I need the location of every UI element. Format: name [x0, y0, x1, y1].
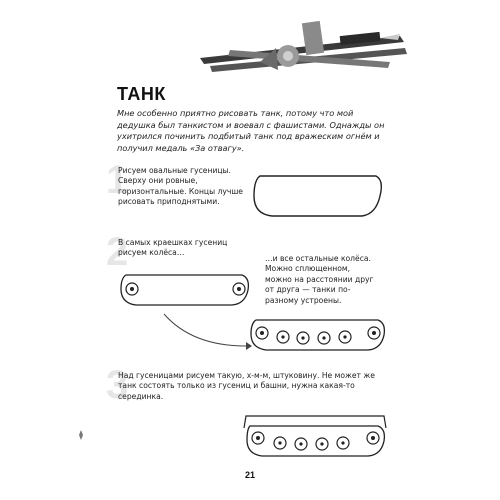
wheel	[371, 436, 375, 440]
track-outline	[247, 426, 384, 456]
pencils-icon	[200, 21, 407, 72]
step-3-text: Над гусеницами рисуем такую, х-м-м, штуковину. Не может же танк состоять только из гусениц и башни, нужна какая-то серединка.	[118, 371, 375, 401]
step-2-number: 2	[106, 230, 129, 274]
wheel	[278, 441, 281, 444]
pencils-illustration	[200, 18, 410, 80]
track-outline	[251, 320, 384, 350]
track-outline	[121, 275, 248, 305]
step-3-number: 3	[106, 363, 129, 407]
arrow-icon	[162, 312, 252, 354]
page-title: ТАНК	[117, 84, 166, 104]
wheel	[320, 442, 323, 445]
track-outline	[254, 176, 381, 216]
wheel	[301, 336, 304, 339]
margin-mark-icon	[78, 430, 84, 440]
step-2a-drawing	[118, 272, 253, 308]
step-2b-drawing	[248, 316, 388, 354]
intro-text: Мне особенно приятно рисовать танк, потому что мой дедушка был танкистом и воевал с фашистами. Однажды он ухитрился починить подбитый танк под вражеским огнём и получил медаль «За отвагу».	[117, 108, 385, 153]
step-2-text: В самых краешках гусениц рисуем колёса…	[118, 238, 228, 258]
wheel	[260, 331, 264, 335]
wheel	[237, 287, 241, 291]
wheel	[341, 441, 344, 444]
wheel	[299, 442, 302, 445]
wheel	[322, 336, 325, 339]
step-1-number: 1	[106, 158, 129, 202]
step-1-drawing	[250, 172, 385, 220]
step-3-drawing	[240, 412, 390, 460]
wheel	[372, 331, 376, 335]
wheel	[281, 335, 284, 338]
wheel	[130, 287, 134, 291]
step-1-text: Рисуем овальные гусеницы. Сверху они ровные, горизонтальные. Концы лучше рисовать приподнятыми.	[118, 166, 243, 207]
wheel	[256, 436, 260, 440]
wheel	[343, 335, 346, 338]
step-2-text-continued: …и все остальные колёса. Можно сплющенном, можно на расстоянии друг от друга — танки по-разному устроены.	[265, 254, 374, 305]
page-number: 21	[244, 470, 255, 480]
